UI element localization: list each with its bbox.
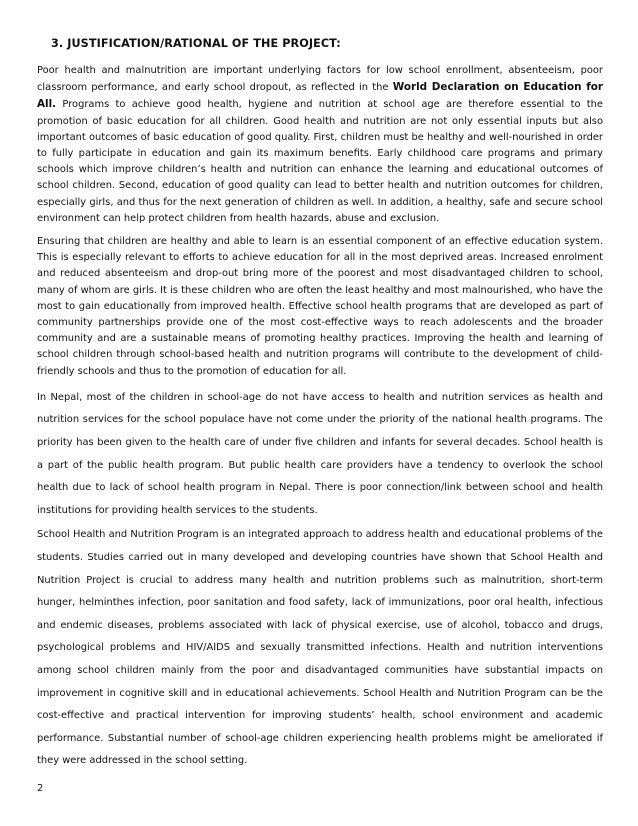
paragraph-2: Ensuring that children are healthy and able to learn is an essential component of an effective education system. This is especially relevant to efforts to achieve education for all in the most deprived areas. Increased enrolment and reduced absenteeism and drop-out bring more of the poorest and most disadvantaged children to school, many of whom are girls. It is these children who are often the least healthy and most malnourished, who have the most to gain educationally from improved health. Effective school health programs that are developed as part of community partnerships provide one of the most cost-effective ways to reach adolescents and the broader community and are a sustainable means of promoting healthy practices. Improving the health and learning of school children through school-based health and nutrition programs will contribute to the development of child-friendly schools and thus to the promotion of education for all. xyxy=(37,236,603,377)
page-number: 2 xyxy=(37,783,44,794)
section-heading: 3. JUSTIFICATION/RATIONAL OF THE PROJECT: xyxy=(51,37,341,50)
paragraph-3: In Nepal, most of the children in school-age do not have access to health and nutrition services as health and nutrition services for the school populace have not come under the priority of the national health programs. The priority has been given to the health care of under five children and infants for several decades. School health is a part of the public health program. But public health care providers have a tendency to overlook the school health due to lack of school health program in Nepal. There is poor connection/link between school and health institutions for providing health services to the students. xyxy=(37,391,603,516)
paragraph-1-bold-title: World Declaration on Education for All. xyxy=(37,81,604,111)
paragraph-1 xyxy=(37,63,603,227)
document-page xyxy=(37,36,603,775)
paragraph-1-text-start: Poor health and malnutrition are important underlying factors for low school enrollment, absenteeism, poor classroom performance, and early school dropout, as reflected in the xyxy=(37,65,603,94)
paragraph-1-text-end: Programs to achieve good health, hygiene and nutrition at school age are therefore essential to the promotion of basic education for all children. Good health and nutrition are not only essential inputs but also important outcomes of basic education of good quality. First, children must be healthy and well-nourished in order to fully participate in education and gain its maximum benefits. Early childhood care programs and primary schools which improve children’s health and nutrition can enhance the learning and educational outcomes of school children. Second, education of good quality can lead to better health and nutrition outcomes for children, especially girls, and thus for the next generation of children as well. In addition, a healthy, safe and secure school environment can help protect children from health hazards, abuse and exclusion. xyxy=(37,99,603,224)
paragraph-4: School Health and Nutrition Program is an integrated approach to address health and educational problems of the students. Studies carried out in many developed and developing countries have shown that School Health and Nutrition Project is crucial to address many health and nutrition problems such as malnutrition, short-term hunger, helminthes infection, poor sanitation and food safety, lack of immunizations, poor oral health, infectious and endemic diseases, problems associated with lack of physical exercise, use of alcohol, tobacco and drugs, psychological problems and HIV/AIDS and sexually transmitted infections. Health and nutrition interventions among school children mainly from the poor and disadvantaged communities have substantial impacts on improvement in cognitive skill and in educational achievements. School Health and Nutrition Program can be the cost-effective and practical intervention for improving students’ health, school environment and academic performance. Substantial number of school-age children experiencing health problems might be ameliorated if they were addressed in the school setting. xyxy=(37,529,603,767)
